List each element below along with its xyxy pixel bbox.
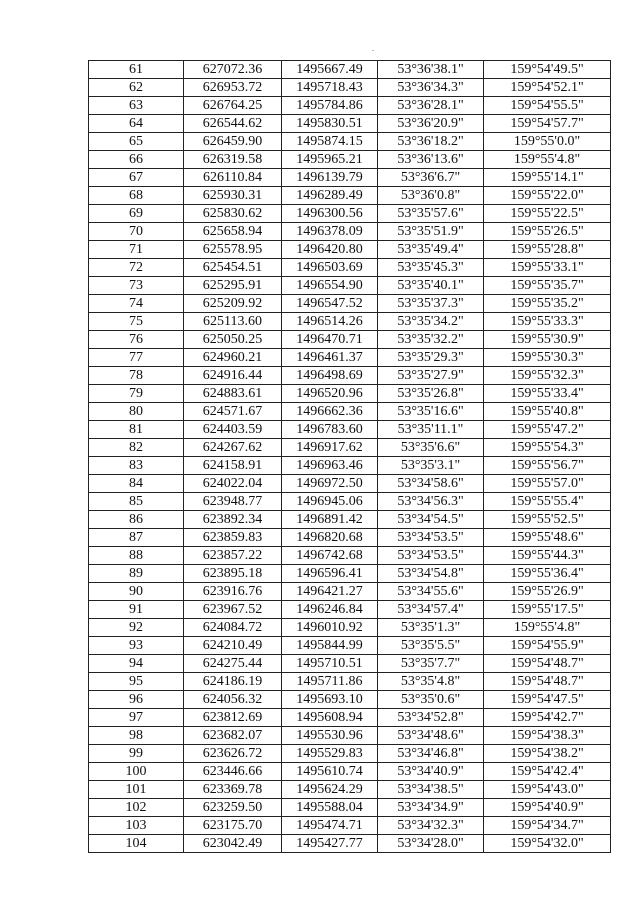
point-number-cell: 84 — [89, 475, 184, 493]
latitude-cell: 53°35'45.3" — [378, 259, 484, 277]
longitude-cell: 159°54'42.7" — [484, 709, 611, 727]
point-number-cell: 78 — [89, 367, 184, 385]
table-row — [89, 133, 611, 151]
x-coordinate-cell: 623259.50 — [184, 799, 282, 817]
y-coordinate-cell: 1495667.49 — [282, 61, 378, 79]
x-coordinate-cell: 624275.44 — [184, 655, 282, 673]
longitude-cell: 159°55'47.2" — [484, 421, 611, 439]
latitude-cell: 53°35'37.3" — [378, 295, 484, 313]
table-row — [89, 223, 611, 241]
point-number-cell: 80 — [89, 403, 184, 421]
x-coordinate-cell: 623446.66 — [184, 763, 282, 781]
table-row — [89, 583, 611, 601]
latitude-cell: 53°36'13.6" — [378, 151, 484, 169]
point-number-cell: 75 — [89, 313, 184, 331]
longitude-cell: 159°55'17.5" — [484, 601, 611, 619]
table-row — [89, 421, 611, 439]
latitude-cell: 53°34'34.9" — [378, 799, 484, 817]
latitude-cell: 53°35'1.3" — [378, 619, 484, 637]
latitude-cell: 53°34'40.9" — [378, 763, 484, 781]
point-number-cell: 100 — [89, 763, 184, 781]
y-coordinate-cell: 1496554.90 — [282, 277, 378, 295]
latitude-cell: 53°34'28.0" — [378, 835, 484, 853]
point-number-cell: 95 — [89, 673, 184, 691]
latitude-cell: 53°34'48.6" — [378, 727, 484, 745]
y-coordinate-cell: 1495610.74 — [282, 763, 378, 781]
x-coordinate-cell: 624210.49 — [184, 637, 282, 655]
table-row — [89, 187, 611, 205]
longitude-cell: 159°55'22.5" — [484, 205, 611, 223]
x-coordinate-cell: 623859.83 — [184, 529, 282, 547]
latitude-cell: 53°35'32.2" — [378, 331, 484, 349]
longitude-cell: 159°55'54.3" — [484, 439, 611, 457]
longitude-cell: 159°54'55.9" — [484, 637, 611, 655]
longitude-cell: 159°55'14.1" — [484, 169, 611, 187]
table-row — [89, 79, 611, 97]
point-number-cell: 85 — [89, 493, 184, 511]
latitude-cell: 53°35'51.9" — [378, 223, 484, 241]
table-row — [89, 169, 611, 187]
table-row — [89, 277, 611, 295]
longitude-cell: 159°55'57.0" — [484, 475, 611, 493]
latitude-cell: 53°35'16.6" — [378, 403, 484, 421]
table-row — [89, 529, 611, 547]
y-coordinate-cell: 1496139.79 — [282, 169, 378, 187]
longitude-cell: 159°55'35.2" — [484, 295, 611, 313]
point-number-cell: 103 — [89, 817, 184, 835]
y-coordinate-cell: 1495844.99 — [282, 637, 378, 655]
x-coordinate-cell: 623042.49 — [184, 835, 282, 853]
x-coordinate-cell: 624084.72 — [184, 619, 282, 637]
latitude-cell: 53°34'53.5" — [378, 529, 484, 547]
table-row — [89, 511, 611, 529]
point-number-cell: 64 — [89, 115, 184, 133]
y-coordinate-cell: 1496300.56 — [282, 205, 378, 223]
longitude-cell: 159°54'48.7" — [484, 655, 611, 673]
point-number-cell: 104 — [89, 835, 184, 853]
y-coordinate-cell: 1496289.49 — [282, 187, 378, 205]
x-coordinate-cell: 624883.61 — [184, 385, 282, 403]
y-coordinate-cell: 1495830.51 — [282, 115, 378, 133]
latitude-cell: 53°35'6.6" — [378, 439, 484, 457]
point-number-cell: 87 — [89, 529, 184, 547]
longitude-cell: 159°54'38.2" — [484, 745, 611, 763]
latitude-cell: 53°35'49.4" — [378, 241, 484, 259]
longitude-cell: 159°55'48.6" — [484, 529, 611, 547]
x-coordinate-cell: 626110.84 — [184, 169, 282, 187]
y-coordinate-cell: 1495693.10 — [282, 691, 378, 709]
x-coordinate-cell: 625050.25 — [184, 331, 282, 349]
point-number-cell: 93 — [89, 637, 184, 655]
x-coordinate-cell: 626319.58 — [184, 151, 282, 169]
longitude-cell: 159°55'33.3" — [484, 313, 611, 331]
y-coordinate-cell: 1495874.15 — [282, 133, 378, 151]
table-row — [89, 151, 611, 169]
longitude-cell: 159°55'36.4" — [484, 565, 611, 583]
table-row — [89, 763, 611, 781]
point-number-cell: 101 — [89, 781, 184, 799]
latitude-cell: 53°36'34.3" — [378, 79, 484, 97]
y-coordinate-cell: 1496596.41 — [282, 565, 378, 583]
table-row — [89, 403, 611, 421]
y-coordinate-cell: 1495710.51 — [282, 655, 378, 673]
coordinates-table-body — [89, 61, 611, 853]
latitude-cell: 53°34'52.8" — [378, 709, 484, 727]
y-coordinate-cell: 1496945.06 — [282, 493, 378, 511]
latitude-cell: 53°36'20.9" — [378, 115, 484, 133]
point-number-cell: 83 — [89, 457, 184, 475]
y-coordinate-cell: 1495530.96 — [282, 727, 378, 745]
longitude-cell: 159°55'56.7" — [484, 457, 611, 475]
point-number-cell: 72 — [89, 259, 184, 277]
table-row — [89, 475, 611, 493]
y-coordinate-cell: 1496891.42 — [282, 511, 378, 529]
y-coordinate-cell: 1495784.86 — [282, 97, 378, 115]
point-number-cell: 74 — [89, 295, 184, 313]
latitude-cell: 53°35'3.1" — [378, 457, 484, 475]
table-row — [89, 817, 611, 835]
y-coordinate-cell: 1495965.21 — [282, 151, 378, 169]
scan-speck — [372, 50, 374, 51]
longitude-cell: 159°54'40.9" — [484, 799, 611, 817]
table-row — [89, 97, 611, 115]
x-coordinate-cell: 627072.36 — [184, 61, 282, 79]
x-coordinate-cell: 623369.78 — [184, 781, 282, 799]
point-number-cell: 61 — [89, 61, 184, 79]
x-coordinate-cell: 623892.34 — [184, 511, 282, 529]
y-coordinate-cell: 1495608.94 — [282, 709, 378, 727]
latitude-cell: 53°34'58.6" — [378, 475, 484, 493]
x-coordinate-cell: 624158.91 — [184, 457, 282, 475]
longitude-cell: 159°55'32.3" — [484, 367, 611, 385]
x-coordinate-cell: 624571.67 — [184, 403, 282, 421]
y-coordinate-cell: 1496498.69 — [282, 367, 378, 385]
table-row — [89, 367, 611, 385]
x-coordinate-cell: 625113.60 — [184, 313, 282, 331]
x-coordinate-cell: 626459.90 — [184, 133, 282, 151]
y-coordinate-cell: 1496820.68 — [282, 529, 378, 547]
point-number-cell: 89 — [89, 565, 184, 583]
x-coordinate-cell: 626544.62 — [184, 115, 282, 133]
point-number-cell: 82 — [89, 439, 184, 457]
y-coordinate-cell: 1496742.68 — [282, 547, 378, 565]
latitude-cell: 53°34'53.5" — [378, 547, 484, 565]
table-row — [89, 295, 611, 313]
table-row — [89, 385, 611, 403]
x-coordinate-cell: 626764.25 — [184, 97, 282, 115]
table-row — [89, 619, 611, 637]
point-number-cell: 69 — [89, 205, 184, 223]
latitude-cell: 53°34'38.5" — [378, 781, 484, 799]
point-number-cell: 79 — [89, 385, 184, 403]
x-coordinate-cell: 623682.07 — [184, 727, 282, 745]
x-coordinate-cell: 623812.69 — [184, 709, 282, 727]
longitude-cell: 159°55'44.3" — [484, 547, 611, 565]
point-number-cell: 96 — [89, 691, 184, 709]
x-coordinate-cell: 626953.72 — [184, 79, 282, 97]
x-coordinate-cell: 625658.94 — [184, 223, 282, 241]
longitude-cell: 159°55'22.0" — [484, 187, 611, 205]
latitude-cell: 53°36'28.1" — [378, 97, 484, 115]
latitude-cell: 53°36'6.7" — [378, 169, 484, 187]
longitude-cell: 159°55'28.8" — [484, 241, 611, 259]
point-number-cell: 71 — [89, 241, 184, 259]
y-coordinate-cell: 1496520.96 — [282, 385, 378, 403]
longitude-cell: 159°54'48.7" — [484, 673, 611, 691]
longitude-cell: 159°54'43.0" — [484, 781, 611, 799]
x-coordinate-cell: 624186.19 — [184, 673, 282, 691]
table-row — [89, 439, 611, 457]
point-number-cell: 102 — [89, 799, 184, 817]
x-coordinate-cell: 625454.51 — [184, 259, 282, 277]
x-coordinate-cell: 625930.31 — [184, 187, 282, 205]
longitude-cell: 159°55'4.8" — [484, 619, 611, 637]
table-row — [89, 547, 611, 565]
longitude-cell: 159°55'26.5" — [484, 223, 611, 241]
latitude-cell: 53°34'46.8" — [378, 745, 484, 763]
table-row — [89, 331, 611, 349]
point-number-cell: 66 — [89, 151, 184, 169]
point-number-cell: 77 — [89, 349, 184, 367]
longitude-cell: 159°54'49.5" — [484, 61, 611, 79]
x-coordinate-cell: 624960.21 — [184, 349, 282, 367]
table-row — [89, 727, 611, 745]
longitude-cell: 159°54'52.1" — [484, 79, 611, 97]
latitude-cell: 53°35'40.1" — [378, 277, 484, 295]
latitude-cell: 53°34'32.3" — [378, 817, 484, 835]
x-coordinate-cell: 623895.18 — [184, 565, 282, 583]
point-number-cell: 94 — [89, 655, 184, 673]
latitude-cell: 53°35'11.1" — [378, 421, 484, 439]
latitude-cell: 53°34'55.6" — [378, 583, 484, 601]
table-row — [89, 565, 611, 583]
longitude-cell: 159°55'35.7" — [484, 277, 611, 295]
latitude-cell: 53°35'57.6" — [378, 205, 484, 223]
latitude-cell: 53°34'54.8" — [378, 565, 484, 583]
y-coordinate-cell: 1495427.77 — [282, 835, 378, 853]
y-coordinate-cell: 1496378.09 — [282, 223, 378, 241]
x-coordinate-cell: 624403.59 — [184, 421, 282, 439]
y-coordinate-cell: 1495718.43 — [282, 79, 378, 97]
table-row — [89, 781, 611, 799]
longitude-cell: 159°55'40.8" — [484, 403, 611, 421]
point-number-cell: 73 — [89, 277, 184, 295]
table-row — [89, 259, 611, 277]
x-coordinate-cell: 623916.76 — [184, 583, 282, 601]
table-row — [89, 115, 611, 133]
y-coordinate-cell: 1495529.83 — [282, 745, 378, 763]
point-number-cell: 65 — [89, 133, 184, 151]
point-number-cell: 98 — [89, 727, 184, 745]
table-row — [89, 241, 611, 259]
point-number-cell: 81 — [89, 421, 184, 439]
latitude-cell: 53°35'26.8" — [378, 385, 484, 403]
x-coordinate-cell: 625578.95 — [184, 241, 282, 259]
longitude-cell: 159°55'26.9" — [484, 583, 611, 601]
x-coordinate-cell: 625295.91 — [184, 277, 282, 295]
x-coordinate-cell: 625830.62 — [184, 205, 282, 223]
table-row — [89, 601, 611, 619]
point-number-cell: 91 — [89, 601, 184, 619]
table-row — [89, 349, 611, 367]
latitude-cell: 53°34'56.3" — [378, 493, 484, 511]
longitude-cell: 159°55'33.1" — [484, 259, 611, 277]
x-coordinate-cell: 623948.77 — [184, 493, 282, 511]
y-coordinate-cell: 1496246.84 — [282, 601, 378, 619]
point-number-cell: 68 — [89, 187, 184, 205]
longitude-cell: 159°54'55.5" — [484, 97, 611, 115]
y-coordinate-cell: 1496470.71 — [282, 331, 378, 349]
y-coordinate-cell: 1496461.37 — [282, 349, 378, 367]
point-number-cell: 90 — [89, 583, 184, 601]
y-coordinate-cell: 1496420.80 — [282, 241, 378, 259]
latitude-cell: 53°35'7.7" — [378, 655, 484, 673]
point-number-cell: 86 — [89, 511, 184, 529]
longitude-cell: 159°55'33.4" — [484, 385, 611, 403]
y-coordinate-cell: 1496963.46 — [282, 457, 378, 475]
longitude-cell: 159°55'4.8" — [484, 151, 611, 169]
y-coordinate-cell: 1495474.71 — [282, 817, 378, 835]
x-coordinate-cell: 624056.32 — [184, 691, 282, 709]
table-row — [89, 313, 611, 331]
table-row — [89, 799, 611, 817]
latitude-cell: 53°35'27.9" — [378, 367, 484, 385]
x-coordinate-cell: 624916.44 — [184, 367, 282, 385]
y-coordinate-cell: 1496010.92 — [282, 619, 378, 637]
latitude-cell: 53°34'54.5" — [378, 511, 484, 529]
table-row — [89, 673, 611, 691]
longitude-cell: 159°54'57.7" — [484, 115, 611, 133]
y-coordinate-cell: 1496547.52 — [282, 295, 378, 313]
latitude-cell: 53°35'5.5" — [378, 637, 484, 655]
y-coordinate-cell: 1496917.62 — [282, 439, 378, 457]
x-coordinate-cell: 623626.72 — [184, 745, 282, 763]
point-number-cell: 62 — [89, 79, 184, 97]
table-row — [89, 655, 611, 673]
latitude-cell: 53°36'0.8" — [378, 187, 484, 205]
y-coordinate-cell: 1495711.86 — [282, 673, 378, 691]
latitude-cell: 53°35'34.2" — [378, 313, 484, 331]
latitude-cell: 53°35'29.3" — [378, 349, 484, 367]
point-number-cell: 63 — [89, 97, 184, 115]
x-coordinate-cell: 623175.70 — [184, 817, 282, 835]
point-number-cell: 99 — [89, 745, 184, 763]
x-coordinate-cell: 624267.62 — [184, 439, 282, 457]
longitude-cell: 159°55'0.0" — [484, 133, 611, 151]
table-row — [89, 493, 611, 511]
point-number-cell: 92 — [89, 619, 184, 637]
latitude-cell: 53°36'18.2" — [378, 133, 484, 151]
point-number-cell: 97 — [89, 709, 184, 727]
y-coordinate-cell: 1496514.26 — [282, 313, 378, 331]
x-coordinate-cell: 625209.92 — [184, 295, 282, 313]
longitude-cell: 159°55'55.4" — [484, 493, 611, 511]
point-number-cell: 88 — [89, 547, 184, 565]
point-number-cell: 67 — [89, 169, 184, 187]
longitude-cell: 159°55'30.9" — [484, 331, 611, 349]
y-coordinate-cell: 1496662.36 — [282, 403, 378, 421]
longitude-cell: 159°55'30.3" — [484, 349, 611, 367]
y-coordinate-cell: 1496972.50 — [282, 475, 378, 493]
x-coordinate-cell: 623857.22 — [184, 547, 282, 565]
table-row — [89, 61, 611, 79]
table-row — [89, 745, 611, 763]
longitude-cell: 159°54'34.7" — [484, 817, 611, 835]
table-row — [89, 637, 611, 655]
latitude-cell: 53°35'0.6" — [378, 691, 484, 709]
latitude-cell: 53°34'57.4" — [378, 601, 484, 619]
y-coordinate-cell: 1495624.29 — [282, 781, 378, 799]
longitude-cell: 159°54'32.0" — [484, 835, 611, 853]
point-number-cell: 76 — [89, 331, 184, 349]
latitude-cell: 53°36'38.1" — [378, 61, 484, 79]
longitude-cell: 159°54'42.4" — [484, 763, 611, 781]
latitude-cell: 53°35'4.8" — [378, 673, 484, 691]
point-number-cell: 70 — [89, 223, 184, 241]
y-coordinate-cell: 1496503.69 — [282, 259, 378, 277]
table-row — [89, 691, 611, 709]
longitude-cell: 159°54'38.3" — [484, 727, 611, 745]
longitude-cell: 159°54'47.5" — [484, 691, 611, 709]
table-row — [89, 835, 611, 853]
longitude-cell: 159°55'52.5" — [484, 511, 611, 529]
table-row — [89, 457, 611, 475]
x-coordinate-cell: 623967.52 — [184, 601, 282, 619]
x-coordinate-cell: 624022.04 — [184, 475, 282, 493]
table-row — [89, 205, 611, 223]
y-coordinate-cell: 1496783.60 — [282, 421, 378, 439]
y-coordinate-cell: 1495588.04 — [282, 799, 378, 817]
coordinates-table — [88, 60, 611, 853]
y-coordinate-cell: 1496421.27 — [282, 583, 378, 601]
table-row — [89, 709, 611, 727]
